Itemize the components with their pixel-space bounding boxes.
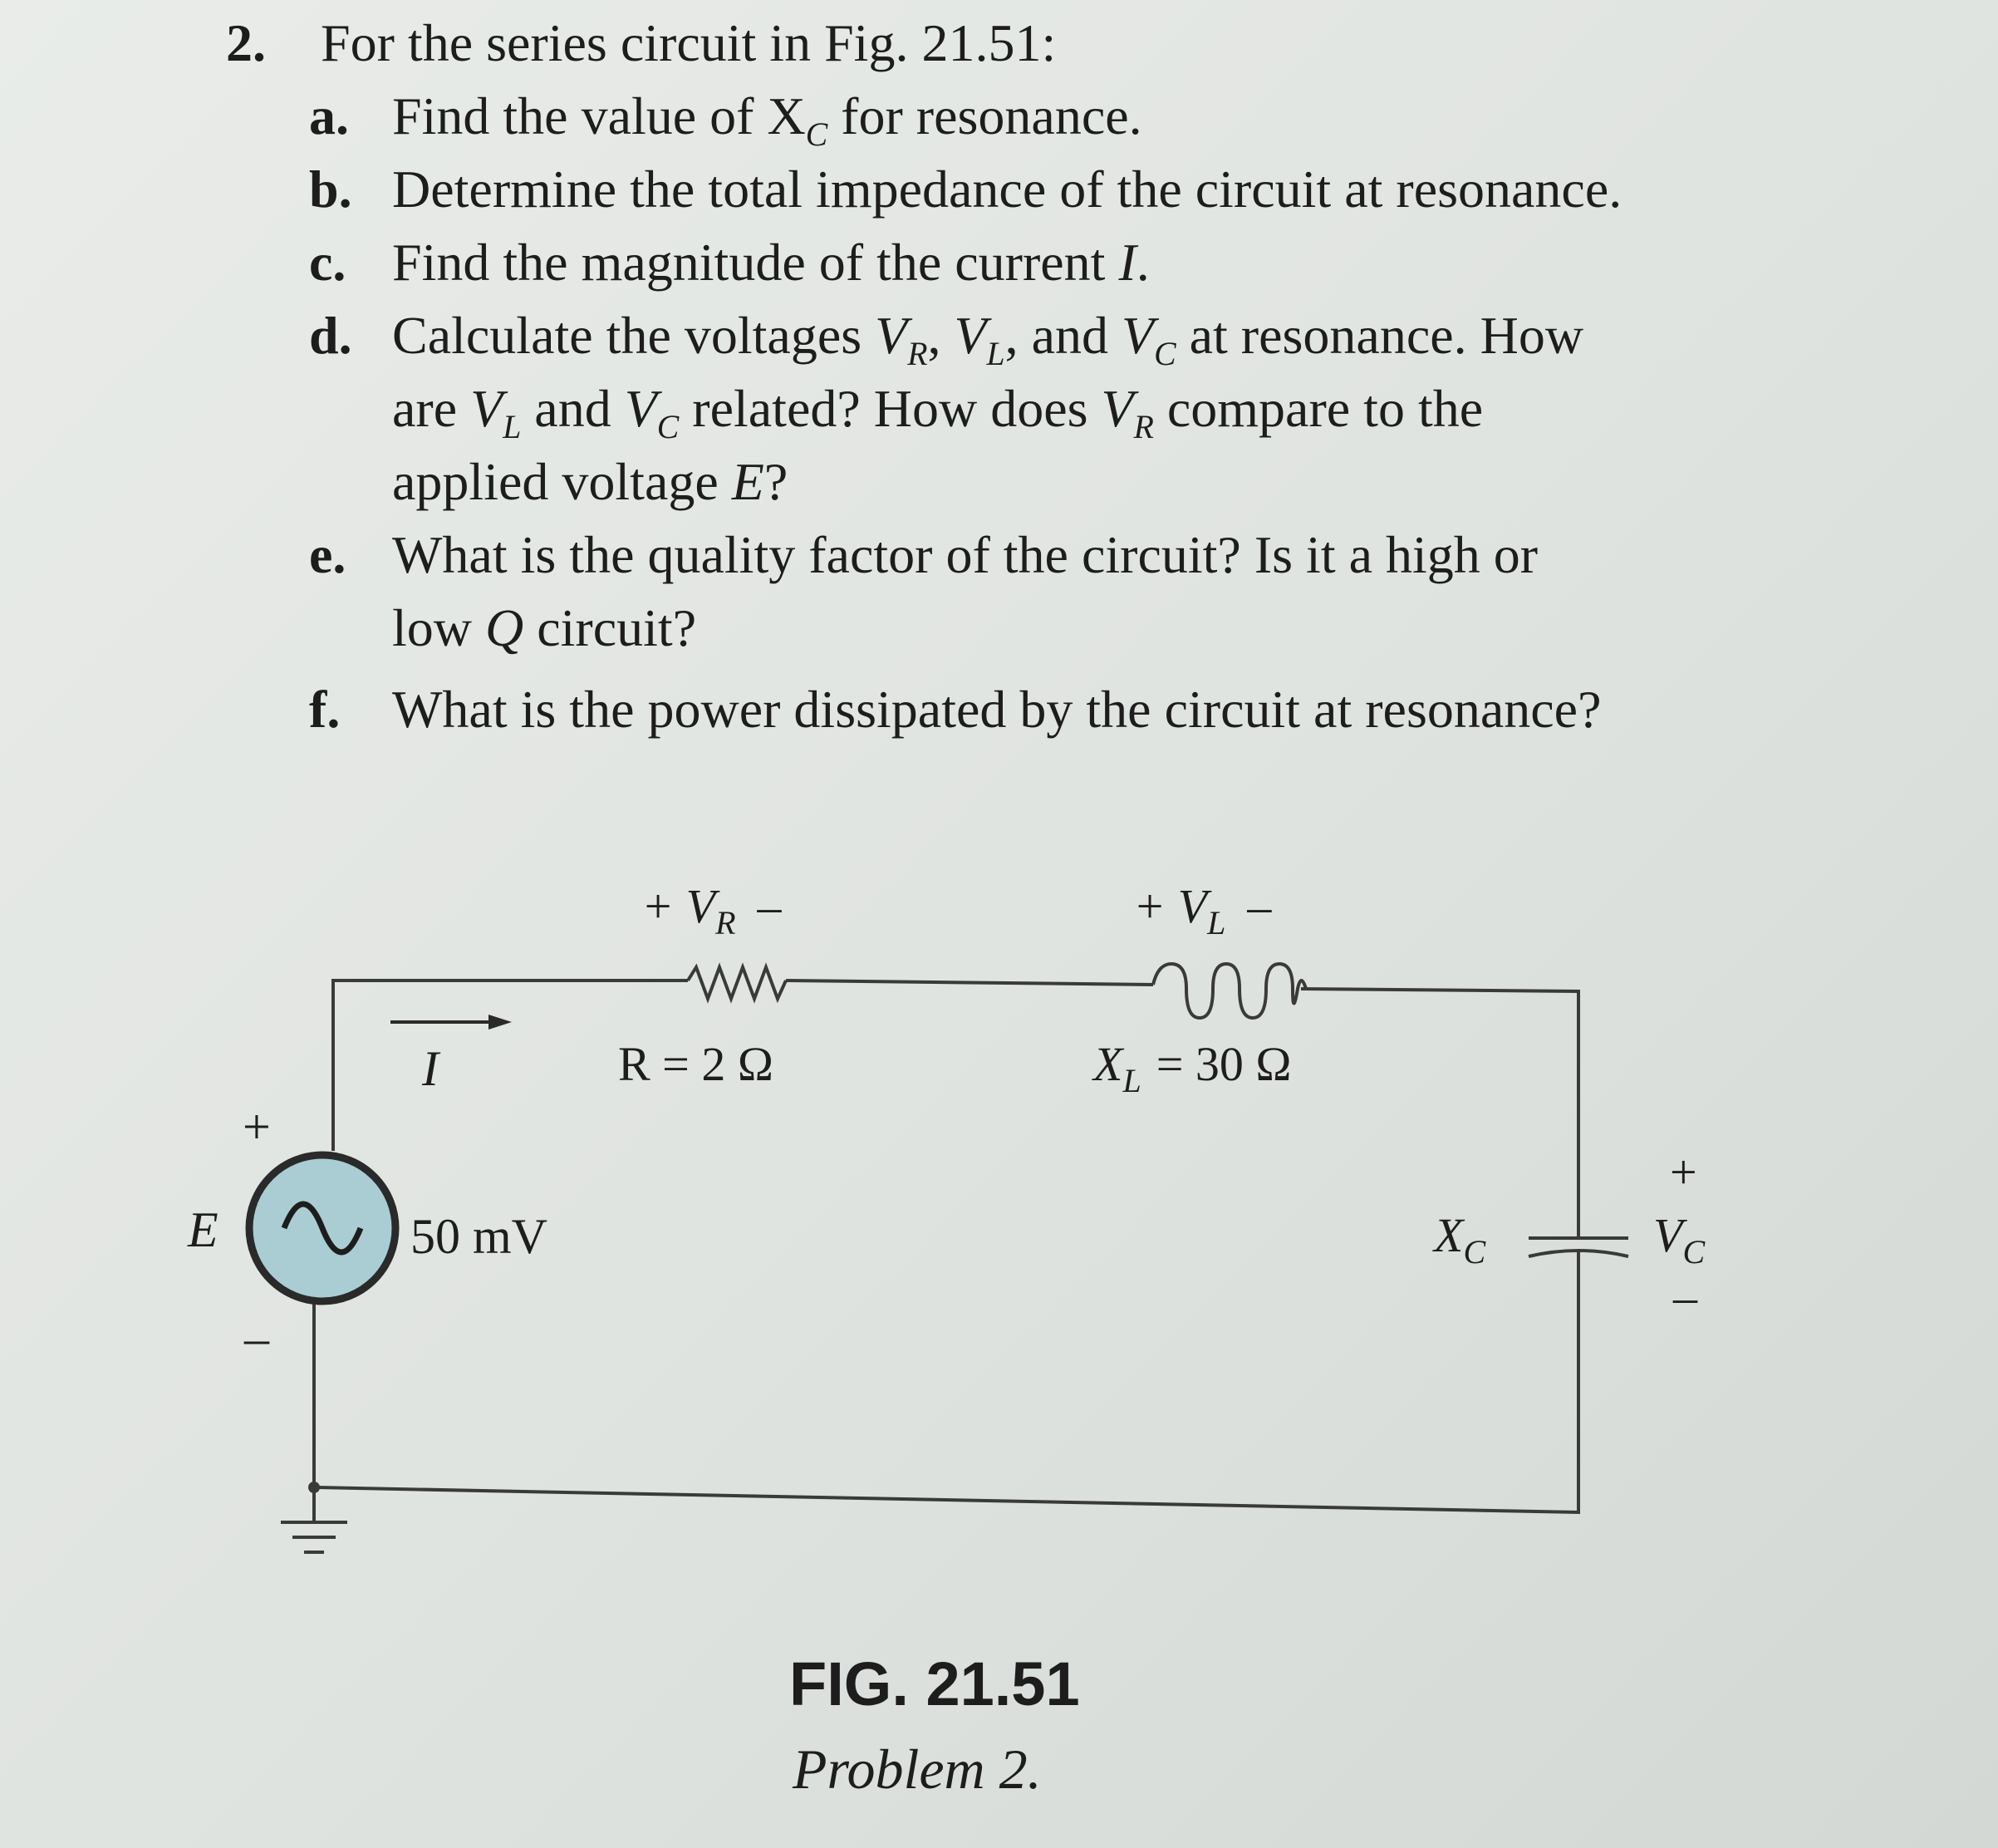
problem-number: 2. [226,13,266,72]
source-plus: + [243,1099,271,1154]
inductor-symbol [1153,964,1306,1018]
part-text-line: are $V_L$ and $V_C$ related? How does $V_R$ compare to the [392,379,1484,445]
wire-top-right [1301,989,1578,1238]
source-minus: – [244,1310,269,1365]
capacitor-plus: + [1670,1145,1697,1199]
part-text-line: What is the power dissipated by the circuit at resonance? [392,680,1602,739]
part-text-line: Find the magnitude of the current I. [392,233,1150,292]
resistor-value-label: R = 2 Ω [618,1037,773,1091]
inductor-reactance-label: $X_L = 30$ Ω [1093,1037,1292,1099]
ground-symbol [281,1522,347,1552]
current-label: I [422,1041,439,1096]
part-label: e. [309,525,346,584]
capacitor-voltage-label: $V_C$ [1653,1208,1706,1270]
part-text-line: Calculate the voltages $V_R$, $V_L$, and $V_C$ at resonance. How [392,306,1584,372]
part-label: f. [309,680,341,739]
wire-top-middle [786,981,1153,985]
part-label: b. [309,160,352,219]
ac-source [249,1155,395,1301]
source-name: E [188,1202,218,1257]
figure-caption-title: FIG. 21.51 [789,1649,1080,1718]
part-label: d. [309,306,352,365]
part-text-line: Find the value of $X_C$ for resonance. [392,86,1142,153]
ground-node [308,1482,320,1493]
part-label: c. [309,233,346,292]
part-text-line: applied voltage E? [392,452,788,511]
problem-intro: For the series circuit in Fig. 21.51: [321,13,1057,72]
capacitor-reactance-label: $X_C$ [1434,1208,1486,1270]
figure-caption-sub: Problem 2. [793,1737,1042,1801]
resistor-voltage-label: + $V_R$ – [641,879,782,941]
resistor-symbol [688,967,786,999]
wire-bottom [314,1251,1578,1512]
part-text-line: low Q circuit? [392,598,697,657]
inductor-voltage-label: + $V_L$ – [1133,879,1272,941]
part-text-line: What is the quality factor of the circuit? Is it a high or [392,525,1539,584]
part-label: a. [309,86,349,145]
arrow-head-icon [488,1015,512,1030]
current-arrow [390,1015,512,1030]
source-value: 50 mV [410,1209,547,1264]
capacitor-minus: – [1673,1270,1697,1324]
part-text-line: Determine the total impedance of the circuit at resonance. [392,160,1622,219]
